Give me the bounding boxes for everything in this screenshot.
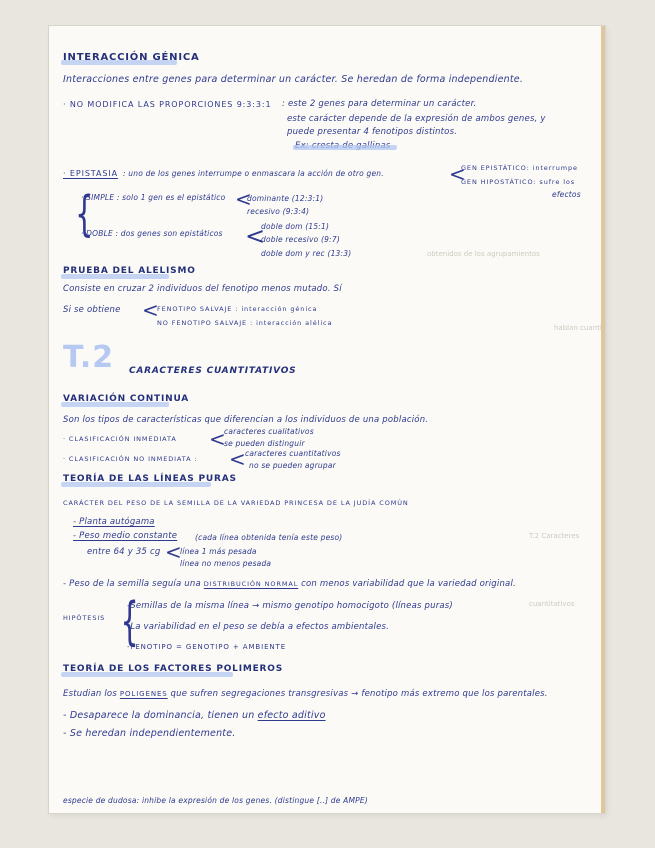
alelismo-option: FENOTIPO SALVAJE : interacción génica (157, 305, 318, 313)
linea-mas-pesada: línea 1 más pesada (180, 547, 257, 556)
poligenes-herencia: - Se heredan independientemente. (63, 728, 236, 739)
no-modifica-label: · NO MODIFICA LAS PROPORCIONES 9:3:3:1 (63, 100, 272, 109)
heading-factores-polimeros: TEORÍA DE LOS FACTORES POLIMEROS (63, 664, 284, 674)
hipotesis-item: -La variabilidad en el peso se debía a efectos ambientales. (127, 622, 390, 632)
brace: < (229, 447, 246, 471)
bleed-through-text: hablan cuanti (554, 324, 602, 332)
lineas-caps-line: CARÁCTER DEL PESO DE LA SEMILLA DE LA VARIEDAD PRINCESA DE LA JUDÍA COMÚN (63, 499, 409, 507)
simple-recesivo: recesivo (9:3:4) (247, 207, 310, 216)
distribucion-normal: DISTRIBUCIÓN NORMAL (203, 580, 299, 588)
no-modifica-text: este carácter depende de la expresión de ambos genes, y (287, 114, 546, 124)
distribucion-text: - Peso de la semilla seguía una DISTRIBUCIÓN NORMAL con menos variabilidad que la variedad original. (63, 579, 516, 589)
notebook-page (49, 26, 605, 813)
bleed-through-text: T.2 Caracteres (529, 532, 580, 540)
brace: < (235, 187, 252, 211)
brace: { (75, 186, 94, 242)
brace: < (245, 222, 266, 250)
caracteres-cuantitativos: caracteres cuantitativos (245, 449, 341, 458)
peso-medio-constante: - Peso medio constante (73, 531, 178, 541)
interaccion-intro: Interacciones entre genes para determinar un carácter. Se heredan de forma independiente. (63, 74, 524, 85)
epistasia-doble: · DOBLE : dos genes son epistáticos (81, 229, 223, 238)
brace: < (165, 540, 182, 564)
epistasia-label: · EPISTASIA (63, 169, 118, 178)
hipotesis-label: HIPÓTESIS (63, 614, 106, 622)
gen-hipostatico: GEN HIPOSTÁTICO: sufre los (461, 178, 576, 186)
footer-text: especie de dudosa: inhibe la expresión de los genes. (distingue [..] de AMPE) (63, 796, 368, 805)
no-se-pueden-agrupar: no se pueden agrupar (249, 461, 336, 470)
peso-note: (cada línea obtenida tenía este peso) (195, 533, 343, 542)
planta-autogama: - Planta autógama (73, 517, 155, 527)
poligenes-text: Estudian los POLIGENES que sufren segregaciones transgresivas → fenotipo más extremo que los parentales. (63, 689, 548, 699)
clasificacion-inmediata: · CLASIFICACIÓN INMEDIATA (63, 435, 177, 443)
hipotesis-item: -FENOTIPO = GENOTIPO + AMBIENTE (127, 643, 287, 651)
poligenes-dominancia: - Desaparece la dominancia, tienen un efecto aditivo (63, 710, 326, 721)
brace: { (120, 592, 139, 652)
clasificacion-no-inmediata: · CLASIFICACIÓN NO INMEDIATA : (63, 455, 198, 463)
poligenes-term: POLIGENES (119, 690, 168, 698)
no-modifica-text: puede presentar 4 fenotipos distintos. (287, 127, 458, 137)
se-pueden-distinguir: se pueden distinguir (224, 439, 305, 448)
hipotesis-item: -Semillas de la misma línea → mismo genotipo homocigoto (líneas puras) (127, 601, 453, 611)
heading-variacion-continua: VARIACIÓN CONTINUA (63, 394, 190, 404)
no-modifica-text: : este 2 genes para determinar un carácter. (282, 99, 477, 109)
doble-rec: doble recesivo (9:7) (261, 235, 340, 244)
alelismo-text: Consiste en cruzar 2 individuos del fenotipo menos mutado. Sí (63, 284, 342, 294)
alelismo-si-se-obtiene: Si se obtiene (63, 305, 121, 315)
chapter-title: CARACTERES CUANTITATIVOS (129, 366, 297, 376)
bleed-through-text: obtenidos de los agrupamientos (427, 250, 540, 258)
simple-dominante: dominante (12:3:1) (247, 194, 324, 203)
peso-rango: entre 64 y 35 cg (87, 547, 161, 557)
page-edge (601, 26, 605, 813)
heading-interaccion-genica: INTERACCIÓN GÉNICA (63, 52, 200, 63)
efecto-aditivo: efecto aditivo (257, 710, 326, 721)
heading-lineas-puras: TEORÍA DE LAS LÍNEAS PURAS (63, 474, 237, 484)
gen-epistatico: GEN EPISTÁTICO: interrumpe (461, 164, 578, 172)
epistasia-simple: · SIMPLE : solo 1 gen es el epistático (81, 193, 226, 202)
caracteres-cualitativos: caracteres cualitativos (224, 427, 314, 436)
alelismo-option: NO FENOTIPO SALVAJE : interacción alélica (157, 319, 333, 327)
brace: < (449, 162, 466, 186)
example-highlight (293, 145, 397, 150)
brace: < (209, 427, 226, 451)
brace: < (142, 298, 159, 322)
variacion-text: Son los tipos de características que diferencian a los individuos de una población. (63, 415, 429, 425)
linea-menos-pesada: línea no menos pesada (180, 559, 272, 568)
chapter-number: T.2 (63, 340, 115, 375)
doble-mix: doble dom y rec (13:3) (261, 249, 352, 258)
epistasia-text: : uno de los genes interrumpe o enmascara la acción de otro gen. (123, 169, 384, 178)
doble-dom: doble dom (15:1) (261, 222, 330, 231)
bleed-through-text: cuantitativos (529, 600, 575, 608)
heading-prueba-alelismo: PRUEBA DEL ALELISMO (63, 266, 196, 276)
gen-efectos: efectos (552, 190, 581, 199)
